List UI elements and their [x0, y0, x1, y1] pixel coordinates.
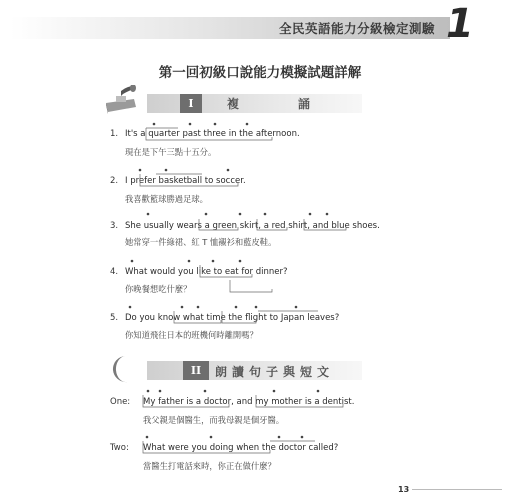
- section-1-title-part2: 誦: [298, 97, 312, 111]
- item-2-chinese: 我喜歡籃球勝過足球。: [125, 194, 208, 204]
- item-2-english: I prefer basketball to soccer.: [125, 176, 246, 186]
- section-1-numeral: I: [180, 94, 202, 113]
- item-2-number: 2.: [110, 176, 119, 186]
- item-1-chinese: 現在是下午三點十五分。: [125, 147, 217, 157]
- sentence-two-chinese: 當醫生打電話來時，你正在做什麼？: [143, 461, 276, 471]
- section-2-title: 朗讀句子與短文: [215, 365, 335, 379]
- item-5-chinese: 你知道飛往日本的班機何時離開嗎？: [125, 330, 258, 340]
- header-title: 全民英語能力分級檢定測驗: [278, 21, 435, 36]
- item-5-number: 5.: [110, 313, 119, 323]
- speaker-moon-icon: [107, 354, 135, 384]
- page-number: 13: [398, 485, 410, 494]
- gramophone-icon: [104, 85, 138, 115]
- item-1-number: 1.: [110, 129, 119, 139]
- item-4-number: 4.: [110, 267, 119, 277]
- sentence-two-english: What were you doing when the doctor called?: [143, 443, 339, 453]
- item-4-english: What would you like to eat for dinner?: [125, 267, 288, 277]
- speaker-one-label: One:: [110, 397, 131, 407]
- sentence-one-chinese: 我父親是個醫生，而我母親是個牙醫。: [143, 415, 285, 425]
- item-1-english: It's a quarter past three in the afternoon.: [125, 129, 300, 139]
- page-number-rule: [412, 489, 502, 490]
- sentence-one-english: My father is a doctor, and my mother is a dentist.: [143, 397, 355, 407]
- item-3-number: 3.: [110, 221, 119, 231]
- speaker-two-label: Two:: [110, 443, 129, 453]
- page-title: 第一回初級口說能力模擬試題詳解: [158, 65, 362, 81]
- item-5-english: Do you know what time the flight to Japan leaves?: [125, 313, 340, 323]
- item-3-chinese: 她常穿一件綠裙、紅 T 恤襯衫和藍皮鞋。: [125, 237, 277, 247]
- chapter-number: 1: [446, 1, 474, 47]
- item-3-english: She usually wears a green skirt, a red shirt, and blue shoes.: [125, 221, 380, 231]
- section-2-numeral: II: [183, 361, 209, 380]
- item-4-chinese: 你晚餐想吃什麼？: [125, 284, 192, 294]
- section-1-title-part1: 複: [227, 97, 241, 111]
